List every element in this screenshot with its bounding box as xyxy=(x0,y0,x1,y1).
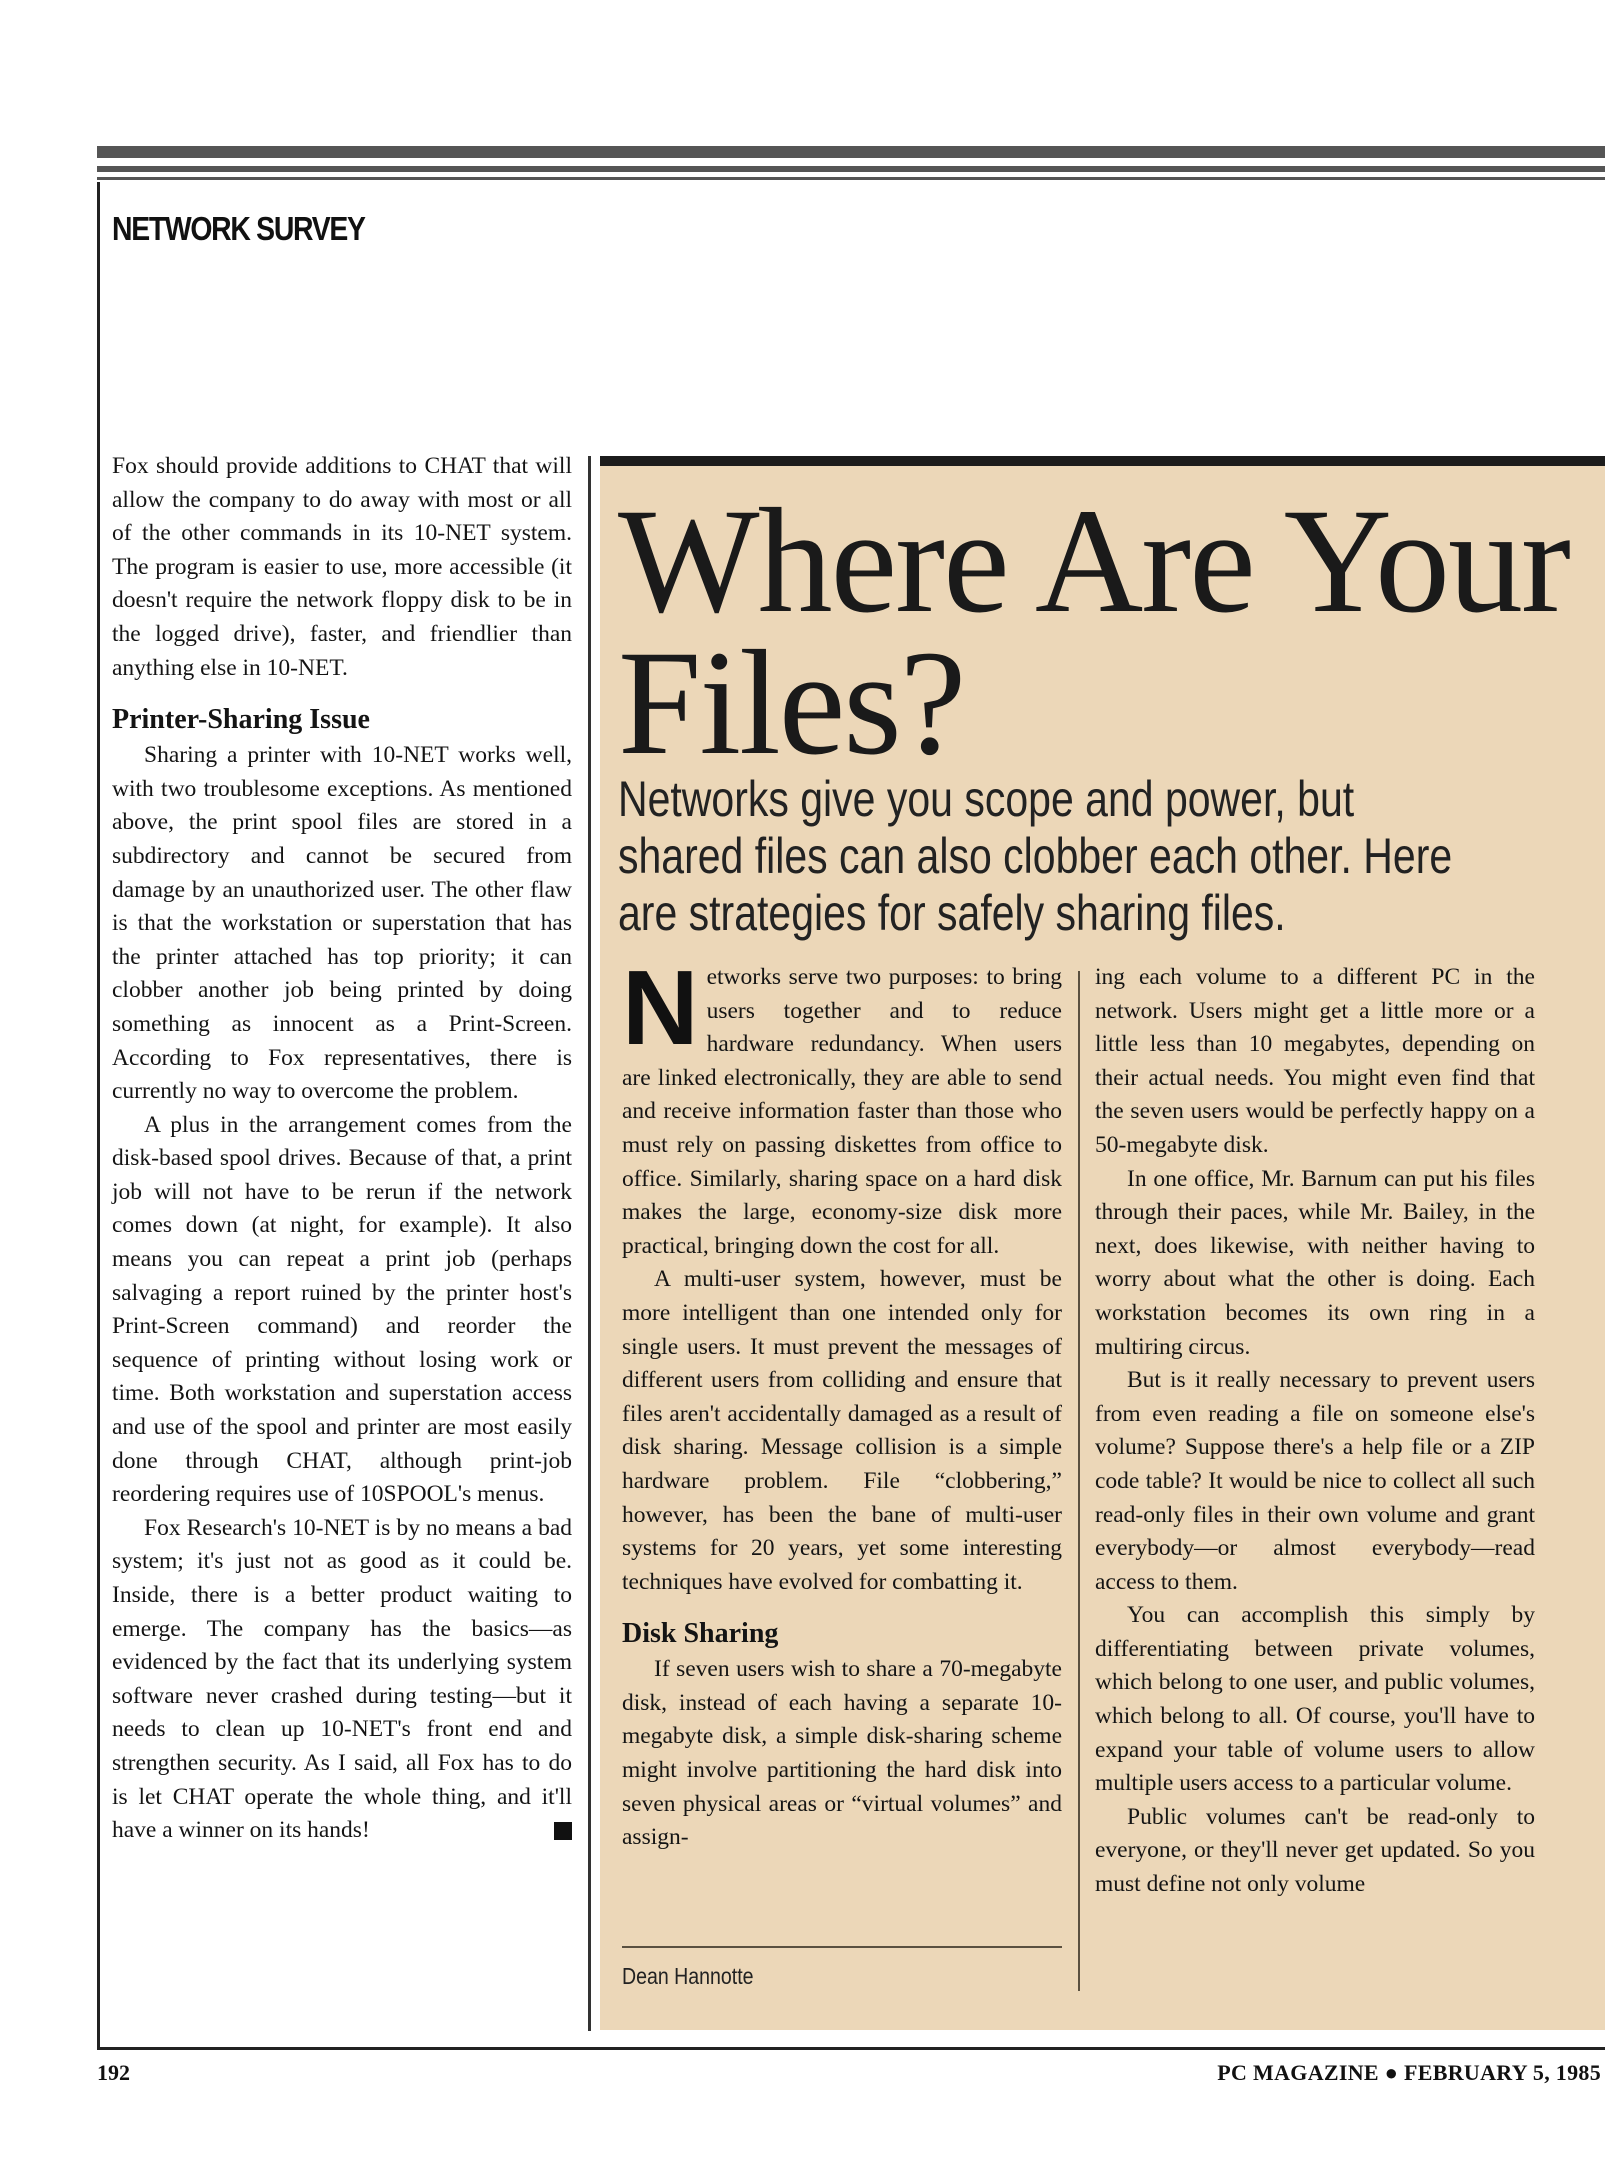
sidebar-lead-paragraph xyxy=(622,949,1062,1263)
sidebar-paragraph: Public volumes can't be read-only to everyone, or they'll never get updated. So you must define not only volume xyxy=(1095,1803,1535,1898)
sidebar-column-divider xyxy=(1078,971,1080,1991)
sidebar-paragraph: If seven users wish to share a 70-megabyte disk, instead of each having a separate 10-megabyte disk, a simple disk-sharing scheme might involve partitioning the hard disk into seven physical areas or “virtual volumes” and assign- xyxy=(622,1656,1062,1851)
section-label: NETWORK SURVEY xyxy=(112,210,365,247)
byline-rule xyxy=(622,1946,1062,1948)
left-subhead: Printer-Sharing Issue xyxy=(112,704,370,736)
sidebar-lead-text: etworks serve two purposes: to bring users together and to reduce hardware redundancy. When users are linked electronically, they are able to send and receive information faster than those who must rely on passing diskettes from office to office. Similarly, sharing space on a hard disk makes the large, economy-size disk more practical, bringing down the cost for all. xyxy=(622,964,1062,1259)
sidebar-paragraph: In one office, Mr. Barnum can put his files through their paces, while Mr. Bailey, in the next, does likewise, with neither having to worry about what the other is doing. Each workstation becomes its own ring in a multiring circus. xyxy=(1095,1165,1535,1360)
top-rule-medium xyxy=(97,166,1605,172)
top-rule-thin xyxy=(97,177,1605,180)
sidebar-headline: Where Are Your Files? xyxy=(618,478,1569,786)
column-divider-rule xyxy=(588,456,591,2031)
sidebar-paragraph: You can accomplish this simply by differentiating between private volumes, which belong to one user, and public volumes, which belong to all. Of course, you'll have to expand your table of volume users to allow multiple users access to a particular volume. xyxy=(1095,1602,1535,1797)
byline: Dean Hannotte xyxy=(622,1963,754,1989)
page-frame-left xyxy=(97,182,100,2050)
sidebar-deck: Networks give you scope and power, but shared files can also clobber each other. Here are strategies for safely sharing files. xyxy=(618,771,1453,941)
sidebar-subhead: Disk Sharing xyxy=(622,1618,779,1650)
left-paragraph: A plus in the arrangement comes from the disk-based spool drives. Because of that, a print job will not have to be rerun if the network comes down (at night, for example). It also means you can repeat a print job (perhaps salvaging a report ruined by the printer host's Print-Screen command) and reorder the sequence of printing without losing work or time. Both workstation and superstation access and use of the spool and printer are most easily done through CHAT, although print-job reordering requires use of 10SPOOL's menus. xyxy=(112,1111,572,1508)
left-article-column xyxy=(112,450,572,1848)
left-paragraph-text: Fox Research's 10-NET is by no means a bad system; it's just not as good as it could be. Inside, there is a better product waiting to emerge. The company has the basics—as evidenced by the fact that its underlying system software never crashed during testing—but it needs to clean up 10-NET's front end and strengthen security. As I said, all Fox has to do is let CHAT operate the whole thing, and it'll have a winner on its hands! xyxy=(112,1514,572,1844)
left-paragraph: Fox should provide additions to CHAT that will allow the company to do away with most or all of the other commands in its 10-NET system. The program is easier to use, more accessible (it doesn't require the network floppy disk to be in the logged drive), faster, and friendlier than anything else in 10-NET. xyxy=(112,453,572,681)
drop-cap: N xyxy=(622,949,699,1067)
sidebar-column-right xyxy=(1095,961,1535,1902)
sidebar-paragraph: But is it really necessary to prevent users from even reading a file on someone else's volume? Suppose there's a help file or a ZIP code table? It would be nice to collect all such read-only files in their own volume and grant everybody—or almost everybody—read access to them. xyxy=(1095,1367,1535,1595)
top-rule-thick xyxy=(97,146,1605,158)
sidebar-paragraph: ing each volume to a different PC in the network. Users might get a little more or a little less than 10 megabytes, depending on their actual needs. You might even find that the seven users would be perfectly happy on a 50-megabyte disk. xyxy=(1095,964,1535,1158)
publication-footer: PC MAGAZINE ● FEBRUARY 5, 1985 xyxy=(1217,2060,1601,2085)
page-number: 192 xyxy=(97,2060,130,2085)
page-frame-bottom xyxy=(97,2047,1605,2050)
sidebar-column-left xyxy=(622,949,1062,1855)
left-paragraph-last xyxy=(112,1512,572,1848)
left-paragraph: Sharing a printer with 10-NET works well, with two troublesome exceptions. As mentioned above, the print spool files are stored in a subdirectory and cannot be secured from damage by an unauthorized user. The other flaw is that the workstation or superstation that has the printer attached has top priority; it can clobber another job being printed by doing something as innocent as a Print-Screen. According to Fox representatives, there is currently no way to overcome the problem. xyxy=(112,742,572,1105)
sidebar-box xyxy=(600,456,1605,2030)
sidebar-paragraph: A multi-user system, however, must be more intelligent than one intended only for single users. It must prevent the messages of different users from colliding and ensure that files aren't accidentally damaged as a result of disk sharing. Message collision is a simple hardware problem. File “clobbering,” however, has been the bane of multi-user systems for 20 years, yet some interesting techniques have evolved for combatting it. xyxy=(622,1266,1062,1595)
end-of-article-mark-icon xyxy=(554,1822,572,1840)
